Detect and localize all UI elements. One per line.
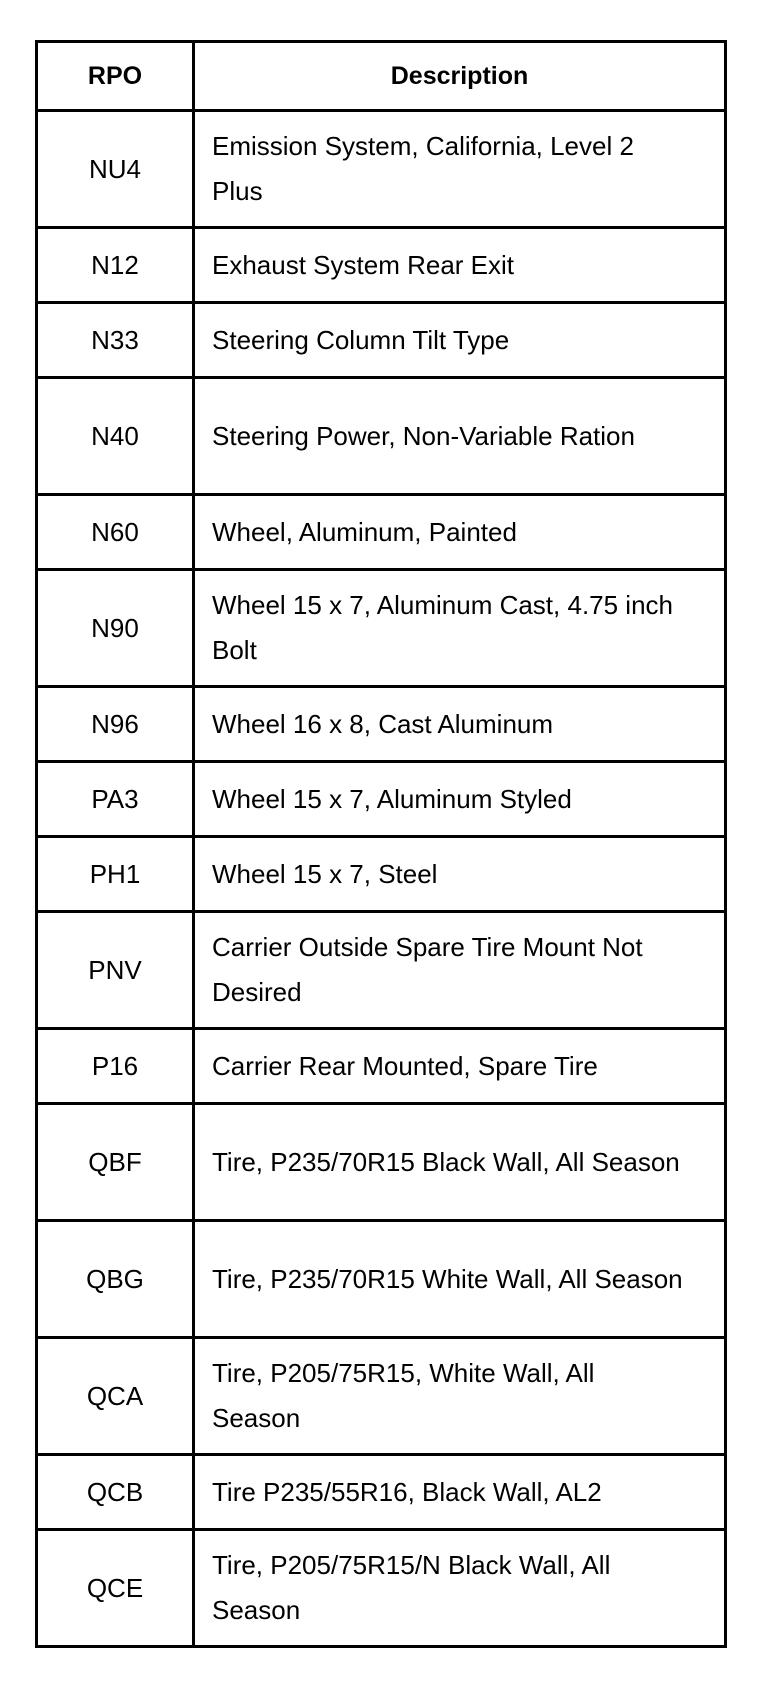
- table-row: [37, 111, 726, 228]
- rpo-description: Tire, P205/75R15/N Black Wall, All Season: [194, 1530, 726, 1647]
- table-row: [37, 912, 726, 1029]
- rpo-description: Tire, P205/75R15, White Wall, All Season: [194, 1338, 726, 1455]
- description-column-header: Description: [194, 42, 726, 111]
- rpo-description: Tire P235/55R16, Black Wall, AL2: [194, 1455, 726, 1530]
- rpo-code: QBF: [37, 1104, 194, 1221]
- rpo-code: PH1: [37, 837, 194, 912]
- rpo-column-header: RPO: [37, 42, 194, 111]
- rpo-description: Carrier Rear Mounted, Spare Tire: [194, 1029, 726, 1104]
- rpo-code: N12: [37, 228, 194, 303]
- rpo-code: QCA: [37, 1338, 194, 1455]
- rpo-description: Tire, P235/70R15 Black Wall, All Season: [194, 1104, 726, 1221]
- table-row: [37, 1530, 726, 1647]
- rpo-code: PA3: [37, 762, 194, 837]
- rpo-description: Steering Power, Non-Variable Ration: [194, 378, 726, 495]
- rpo-description: Steering Column Tilt Type: [194, 303, 726, 378]
- table-row: [37, 378, 726, 495]
- table-row: [37, 1104, 726, 1221]
- rpo-code: N90: [37, 570, 194, 687]
- table-row: [37, 570, 726, 687]
- rpo-description: Wheel 15 x 7, Aluminum Cast, 4.75 inch Bolt: [194, 570, 726, 687]
- rpo-code: QBG: [37, 1221, 194, 1338]
- rpo-code: NU4: [37, 111, 194, 228]
- table-row: [37, 495, 726, 570]
- rpo-code: N40: [37, 378, 194, 495]
- table-row: [37, 687, 726, 762]
- table-row: [37, 1221, 726, 1338]
- table-row: [37, 1338, 726, 1455]
- rpo-description: Emission System, California, Level 2 Plus: [194, 111, 726, 228]
- table-row: [37, 1455, 726, 1530]
- rpo-code: QCB: [37, 1455, 194, 1530]
- table-row: [37, 303, 726, 378]
- rpo-table: [35, 40, 727, 1648]
- rpo-code: N33: [37, 303, 194, 378]
- rpo-code: N96: [37, 687, 194, 762]
- rpo-code: N60: [37, 495, 194, 570]
- rpo-description: Wheel, Aluminum, Painted: [194, 495, 726, 570]
- table-row: [37, 762, 726, 837]
- rpo-description: Carrier Outside Spare Tire Mount Not Desired: [194, 912, 726, 1029]
- rpo-description: Wheel 15 x 7, Aluminum Styled: [194, 762, 726, 837]
- rpo-code: P16: [37, 1029, 194, 1104]
- rpo-description: Tire, P235/70R15 White Wall, All Season: [194, 1221, 726, 1338]
- table-row: [37, 837, 726, 912]
- table-row: [37, 228, 726, 303]
- rpo-description: Wheel 15 x 7, Steel: [194, 837, 726, 912]
- table-header-row: [37, 42, 726, 111]
- rpo-code: PNV: [37, 912, 194, 1029]
- rpo-code: QCE: [37, 1530, 194, 1647]
- rpo-description: Wheel 16 x 8, Cast Aluminum: [194, 687, 726, 762]
- table-row: [37, 1029, 726, 1104]
- rpo-description: Exhaust System Rear Exit: [194, 228, 726, 303]
